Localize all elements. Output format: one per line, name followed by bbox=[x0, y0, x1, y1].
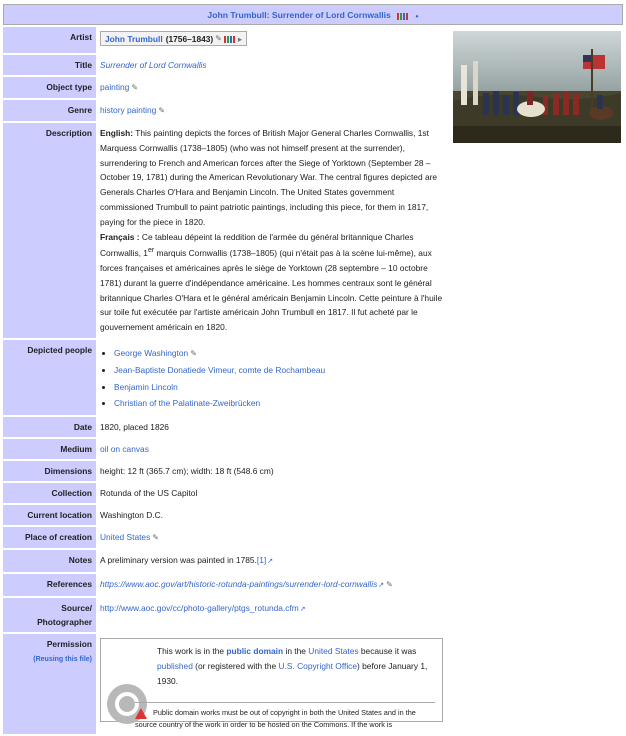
description-text bbox=[96, 123, 450, 338]
row-place-of-creation bbox=[3, 527, 450, 550]
label-description: Description bbox=[3, 123, 96, 338]
row-title bbox=[3, 55, 450, 77]
dot-icon[interactable]: • bbox=[415, 10, 419, 21]
person-link[interactable]: George Washington bbox=[114, 347, 189, 358]
page-title[interactable]: John Trumbull: Surrender of Lord Cornwallis bbox=[207, 10, 391, 20]
artist-years: (1756–1843) bbox=[165, 33, 214, 44]
pd-text-5: ) before January 1, 1930. bbox=[157, 660, 428, 686]
template-title-bar bbox=[3, 4, 623, 25]
label-object-type: Object type bbox=[3, 77, 96, 98]
artist-link[interactable]: John Trumbull bbox=[105, 33, 163, 44]
row-date bbox=[3, 417, 450, 439]
painting-thumbnail[interactable] bbox=[453, 31, 621, 143]
list-item bbox=[114, 345, 450, 363]
person-link[interactable]: Benjamin Lincoln bbox=[114, 381, 178, 392]
united-states-link[interactable]: United States bbox=[308, 645, 359, 656]
label-genre: Genre bbox=[3, 100, 96, 121]
public-domain-warning bbox=[135, 702, 435, 730]
external-link-icon: ↗ bbox=[299, 605, 306, 613]
creator-box bbox=[100, 31, 247, 46]
external-link-icon: ↗ bbox=[267, 557, 274, 565]
notes-text: A preliminary version was painted in 1785. bbox=[100, 554, 257, 565]
label-current-location: Current location bbox=[3, 505, 96, 525]
list-item bbox=[114, 362, 450, 379]
pd-text-2: in the bbox=[283, 645, 309, 656]
value-date: 1820, placed 1826 bbox=[100, 421, 169, 432]
chevron-right-icon[interactable]: ▸ bbox=[237, 33, 243, 44]
description-en-label: English: bbox=[100, 128, 134, 138]
row-current-location bbox=[3, 505, 450, 527]
object-type-link[interactable]: painting bbox=[100, 82, 130, 92]
label-references: References bbox=[3, 574, 96, 596]
label-source bbox=[3, 598, 96, 632]
pencil-icon[interactable]: ✎ bbox=[386, 579, 393, 589]
list-item bbox=[114, 395, 450, 412]
row-depicted-people bbox=[3, 340, 450, 417]
pencil-icon[interactable]: ✎ bbox=[190, 348, 197, 358]
public-domain-link[interactable]: public domain bbox=[226, 645, 284, 656]
person-link[interactable]: Christian of the Palatinate-Zweibrücken bbox=[114, 398, 261, 409]
warning-icon bbox=[135, 708, 147, 719]
medium-link[interactable]: oil on canvas bbox=[100, 443, 149, 454]
label-notes: Notes bbox=[3, 550, 96, 572]
list-item bbox=[114, 379, 450, 396]
warning-text: Public domain works must be out of copyright in both the United States and in the source country of the work in order to be hosted on the Commons. If the work is bbox=[135, 707, 416, 729]
pencil-icon[interactable]: ✎ bbox=[152, 532, 159, 542]
row-dimensions bbox=[3, 461, 450, 483]
value-dimensions: height: 12 ft (365.7 cm); width: 18 ft (548.6 cm) bbox=[100, 465, 274, 476]
pd-text-3: because it was bbox=[358, 645, 417, 656]
description-fr-label: Français : bbox=[100, 231, 140, 242]
references-link[interactable]: https://www.aoc.gov/art/historic-rotunda-paintings/surrender-lord-cornwallis bbox=[100, 578, 378, 589]
depicted-people-list bbox=[100, 345, 450, 412]
row-references bbox=[3, 574, 450, 598]
row-permission bbox=[3, 634, 450, 736]
description-en-text: This painting depicts the forces of British Major General Charles Cornwallis, 1st Marquess Cornwallis (1738–1805) (who was not himself present at the surrender), surrendering to French and American forces after the Siege of Yorktown (September 28 – October 19, 1781) during the American Revolutionary War. The central figures depicted are Generals Charles O'Hara and Benjamin Lincoln. The United States government commissioned Trumbull to paint patriotic paintings, including this piece, for them in 1817, paying for the piece in 1820. bbox=[100, 128, 438, 227]
genre-link[interactable]: history painting bbox=[100, 105, 157, 115]
person-link[interactable]: Jean-Baptiste Donatiede Vimeur, comte de Rochambeau bbox=[114, 365, 326, 376]
public-domain-text bbox=[157, 644, 437, 688]
row-object-type bbox=[3, 77, 450, 100]
pencil-icon[interactable]: ✎ bbox=[158, 106, 166, 115]
public-domain-box bbox=[100, 638, 443, 729]
label-date: Date bbox=[3, 417, 96, 437]
label-depicted-people: Depicted people bbox=[3, 340, 96, 415]
row-medium bbox=[3, 439, 450, 461]
value-collection: Rotunda of the US Capitol bbox=[100, 487, 198, 498]
label-title: Title bbox=[3, 55, 96, 75]
description-fr-text-cont: marquis Cornwallis (1738–1805) (qui n'était pas à la scène lui-même), aux forces françaises et américaines après le siège de Yorktown (28 septembre – 10 octobre 1781) durant la guerre d'indépendance américaine. Les hommes centraux sont le général britannique Charles O'Hara et le général américain Benjamin Lincoln. Cette peinture à l'huile sur toile fut exécutée par l'artiste américain John Trumbull en 1817. Il fut acheté par le gouvernement américain en 1820. bbox=[100, 248, 443, 333]
source-link[interactable]: http://www.aoc.gov/cc/photo-gallery/ptgs_rotunda.cfm bbox=[100, 602, 299, 613]
notes-ref-link[interactable]: [1] bbox=[256, 554, 267, 565]
label-collection: Collection bbox=[3, 483, 96, 503]
information-table bbox=[3, 27, 450, 736]
value-current-location: Washington D.C. bbox=[100, 509, 163, 520]
row-source bbox=[3, 598, 450, 634]
row-collection bbox=[3, 483, 450, 505]
row-genre bbox=[3, 100, 450, 123]
published-link[interactable]: published bbox=[157, 660, 193, 671]
label-permission bbox=[3, 634, 96, 734]
barcode-icon[interactable] bbox=[397, 6, 409, 26]
place-link[interactable]: United States bbox=[100, 531, 151, 542]
reusing-link[interactable]: (Reusing this file) bbox=[33, 655, 92, 663]
superscript: er bbox=[147, 247, 155, 255]
label-artist: Artist bbox=[3, 27, 96, 53]
value-artist bbox=[96, 27, 450, 53]
title-link[interactable]: Surrender of Lord Cornwallis bbox=[100, 60, 207, 70]
label-place-of-creation: Place of creation bbox=[3, 527, 96, 548]
row-description bbox=[3, 123, 450, 340]
pencil-icon[interactable]: ✎ bbox=[131, 83, 139, 92]
label-medium: Medium bbox=[3, 439, 96, 459]
row-artist bbox=[3, 27, 450, 55]
pencil-icon[interactable]: ✎ bbox=[215, 33, 222, 43]
label-source-line1: Source/ bbox=[61, 602, 92, 613]
pd-text-4: (or registered with the bbox=[192, 660, 279, 671]
description-fr-text: Ce tableau dépeint la reddition de l'armée du général britannique Charles Cornwallis, 1 bbox=[100, 231, 414, 259]
external-link-icon: ↗ bbox=[378, 581, 385, 589]
label-source-line2: Photographer bbox=[37, 616, 92, 627]
copyright-office-link[interactable]: U.S. Copyright Office bbox=[278, 660, 358, 671]
barcode-icon[interactable] bbox=[224, 32, 236, 46]
label-dimensions: Dimensions bbox=[3, 461, 96, 481]
pd-text-1: This work is in the bbox=[157, 645, 227, 656]
label-permission-text: Permission bbox=[46, 638, 92, 649]
row-notes bbox=[3, 550, 450, 574]
